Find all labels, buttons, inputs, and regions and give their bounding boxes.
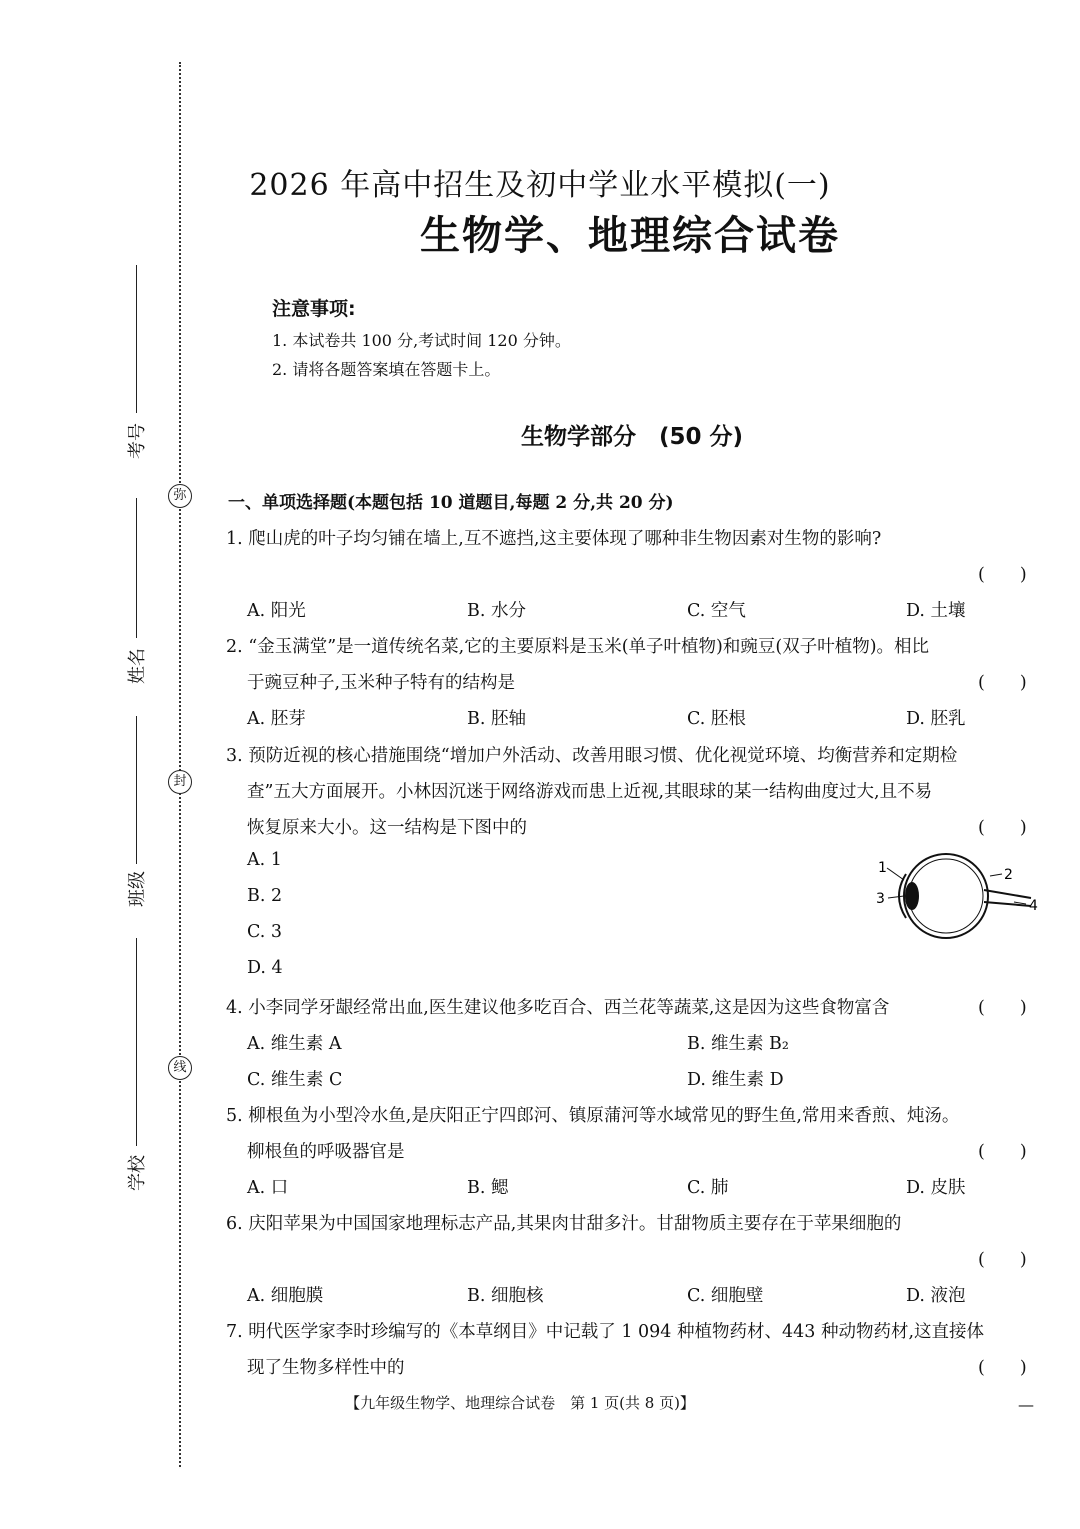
option: A. 1	[247, 850, 282, 870]
choroid-outline	[909, 859, 983, 933]
option: A. 维生素 A	[247, 1034, 342, 1054]
option: B. 细胞核	[467, 1286, 544, 1306]
section-title: 生物学部分 (50 分)	[520, 424, 744, 450]
option: A. 阳光	[247, 601, 306, 621]
seal-xian: 线	[168, 1056, 192, 1080]
option: B. 鳃	[467, 1178, 509, 1198]
notice-item: 1. 本试卷共 100 分,考试时间 120 分钟。	[272, 331, 571, 350]
part-title: 一、单项选择题(本题包括 10 道题目,每题 2 分,共 20 分)	[228, 493, 674, 513]
question-5: 5. 柳根鱼为小型冷水鱼,是庆阳正宁四郎河、镇原蒲河等水域常见的野生鱼,常用来香煎、炖汤。	[226, 1106, 960, 1126]
figure-label-3: 3	[876, 891, 885, 907]
footer-mark: —	[1018, 1395, 1034, 1414]
question-2: 2. “金玉满堂”是一道传统名菜,它的主要原料是玉米(单子叶植物)和豌豆(双子叶植物)。相比	[226, 637, 930, 657]
answer-paren: ( )	[978, 1358, 1027, 1378]
option: B. 2	[247, 886, 283, 906]
binding-dotted-line	[179, 62, 181, 1467]
answer-paren: ( )	[978, 818, 1027, 838]
leader-line-4	[1014, 902, 1026, 904]
question-6: 6. 庆阳苹果为中国国家地理标志产品,其果肉甘甜多汁。甘甜物质主要存在于苹果细胞的	[226, 1214, 902, 1234]
option: D. 4	[247, 958, 283, 978]
leader-line-2	[990, 874, 1002, 876]
option: C. 空气	[687, 601, 746, 621]
option: C. 细胞壁	[687, 1286, 764, 1306]
school-line	[136, 938, 137, 1146]
leader-line-3	[888, 896, 904, 898]
name-label: 姓名	[127, 648, 148, 684]
question-2-cont: 于豌豆种子,玉米种子特有的结构是	[247, 673, 516, 693]
paper-title: 生物学、地理综合试卷	[420, 213, 840, 259]
option: D. 皮肤	[906, 1178, 966, 1198]
answer-paren: ( )	[978, 673, 1027, 693]
notice-item: 2. 请将各题答案填在答题卡上。	[272, 360, 501, 379]
question-3: 3. 预防近视的核心措施围绕“增加户外活动、改善用眼习惯、优化视觉环境、均衡营养和定期检	[226, 746, 958, 766]
answer-paren: ( )	[978, 565, 1027, 585]
leader-line-1	[887, 868, 904, 880]
exam-number-label: 考号	[127, 423, 148, 459]
answer-paren: ( )	[978, 998, 1027, 1018]
option: B. 水分	[467, 601, 526, 621]
option: A. 胚芽	[247, 709, 306, 729]
class-line	[136, 716, 137, 864]
eyeball-diagram	[866, 846, 1046, 946]
seal-feng: 封	[168, 770, 192, 794]
school-label: 学校	[127, 1155, 148, 1191]
figure-label-2: 2	[1004, 867, 1013, 883]
class-label: 班级	[127, 871, 148, 907]
exam-number-line	[136, 265, 137, 413]
exam-title: 2026 年高中招生及初中学业水平模拟(一)	[249, 168, 831, 203]
question-1: 1. 爬山虎的叶子均匀铺在墙上,互不遮挡,这主要体现了哪种非生物因素对生物的影响?	[226, 529, 882, 549]
question-7: 7. 明代医学家李时珍编写的《本草纲目》中记载了 1 094 种植物药材、443 种动物药材,这直接体	[226, 1322, 985, 1342]
question-4: 4. 小李同学牙龈经常出血,医生建议他多吃百合、西兰花等蔬菜,这是因为这些食物富含	[226, 998, 890, 1018]
answer-paren: ( )	[978, 1142, 1027, 1162]
question-3-cont: 恢复原来大小。这一结构是下图中的	[247, 818, 527, 838]
seal-mi: 弥	[168, 484, 192, 508]
option: C. 胚根	[687, 709, 746, 729]
name-line	[136, 498, 137, 638]
question-7-cont: 现了生物多样性中的	[247, 1358, 405, 1378]
question-3-cont: 查”五大方面展开。小林因沉迷于网络游戏而患上近视,其眼球的某一结构曲度过大,且不易	[247, 782, 933, 802]
option: D. 土壤	[906, 601, 966, 621]
option: B. 维生素 B₂	[687, 1034, 789, 1054]
option: D. 胚乳	[906, 709, 966, 729]
option: A. 细胞膜	[247, 1286, 324, 1306]
answer-paren: ( )	[978, 1250, 1027, 1270]
option: A. 口	[247, 1178, 289, 1198]
option: B. 胚轴	[467, 709, 526, 729]
figure-label-4: 4	[1029, 898, 1038, 914]
option: C. 维生素 C	[247, 1070, 343, 1090]
notice-heading: 注意事项:	[272, 298, 356, 320]
page-footer: 【九年级生物学、地理综合试卷 第 1 页(共 8 页)】	[345, 1394, 695, 1412]
figure-label-1: 1	[878, 860, 887, 876]
question-5-cont: 柳根鱼的呼吸器官是	[247, 1142, 405, 1162]
option: C. 肺	[687, 1178, 729, 1198]
option: D. 维生素 D	[687, 1070, 784, 1090]
option: D. 液泡	[906, 1286, 966, 1306]
lens-shape	[906, 883, 918, 909]
option: C. 3	[247, 922, 283, 942]
